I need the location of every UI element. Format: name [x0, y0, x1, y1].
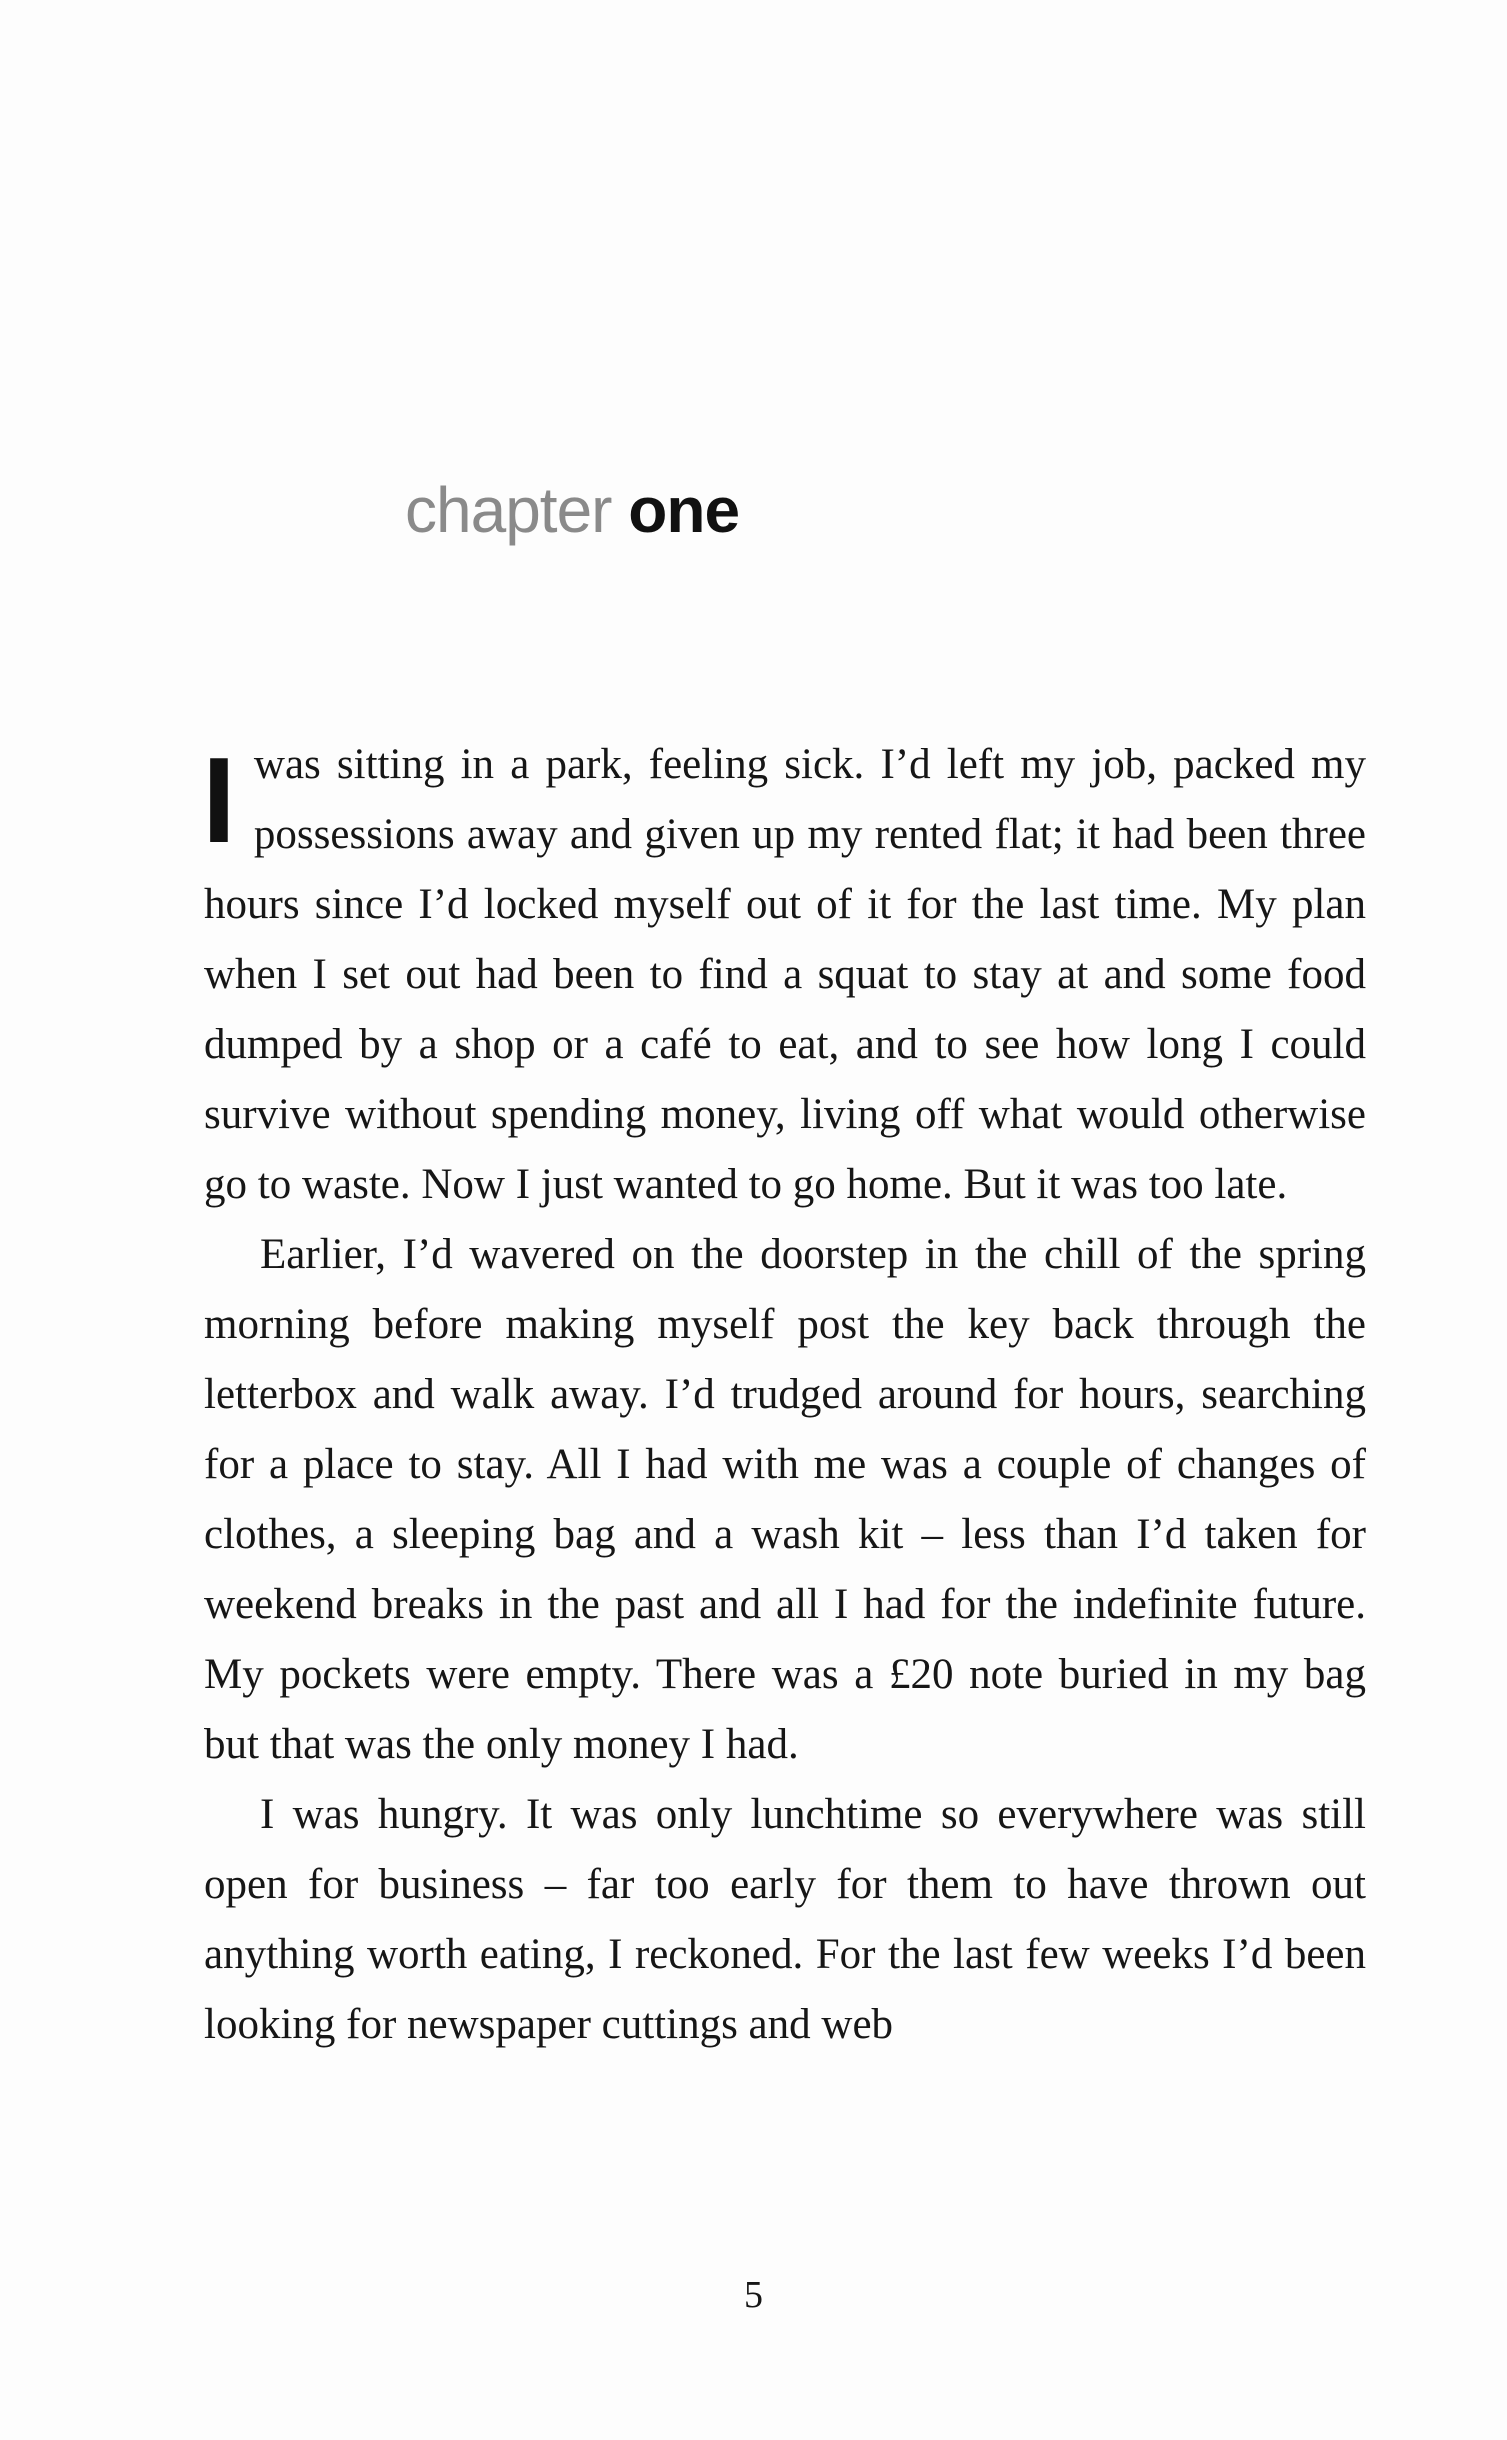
chapter-label: chapter [405, 474, 612, 546]
chapter-heading [405, 470, 739, 550]
paragraph-2: Earlier, I’d wavered on the doorstep in the chill of the spring morning before making myself post the key back through the letterbox and walk away. I’d trudged around for hours, searching for a place to stay. All I had with me was a couple of changes of clothes, a sleeping bag and a wash kit – less than I’d taken for weekend breaks in the past and all I had for the indefinite future. My pockets were empty. There was a £20 note buried in my bag but that was the only money I had. [204, 1231, 1366, 1768]
paragraph-3: I was hungry. It was only lunchtime so everywhere was still open for business – far too early for them to have thrown out anything worth eating, I reckoned. For the last few weeks I’d been looking for newspaper cuttings and web [204, 1791, 1366, 2048]
paragraph-1 [204, 730, 1366, 1220]
drop-cap: I [202, 732, 236, 868]
chapter-body [204, 730, 1366, 2060]
paragraph-1-text: was sitting in a park, feeling sick. I’d left my job, packed my possessions away and given up my rented flat; it had been three hours since I’d locked myself out of it for the last time. My plan when I set out had been to find a squat to stay at and some food dumped by a shop or a café to eat, and to see how long I could survive without spending money, living off what would otherwise go to waste. Now I just wanted to go home. But it was too late. [204, 741, 1366, 1208]
page-number: 5 [744, 2274, 763, 2316]
chapter-number: one [628, 474, 740, 546]
